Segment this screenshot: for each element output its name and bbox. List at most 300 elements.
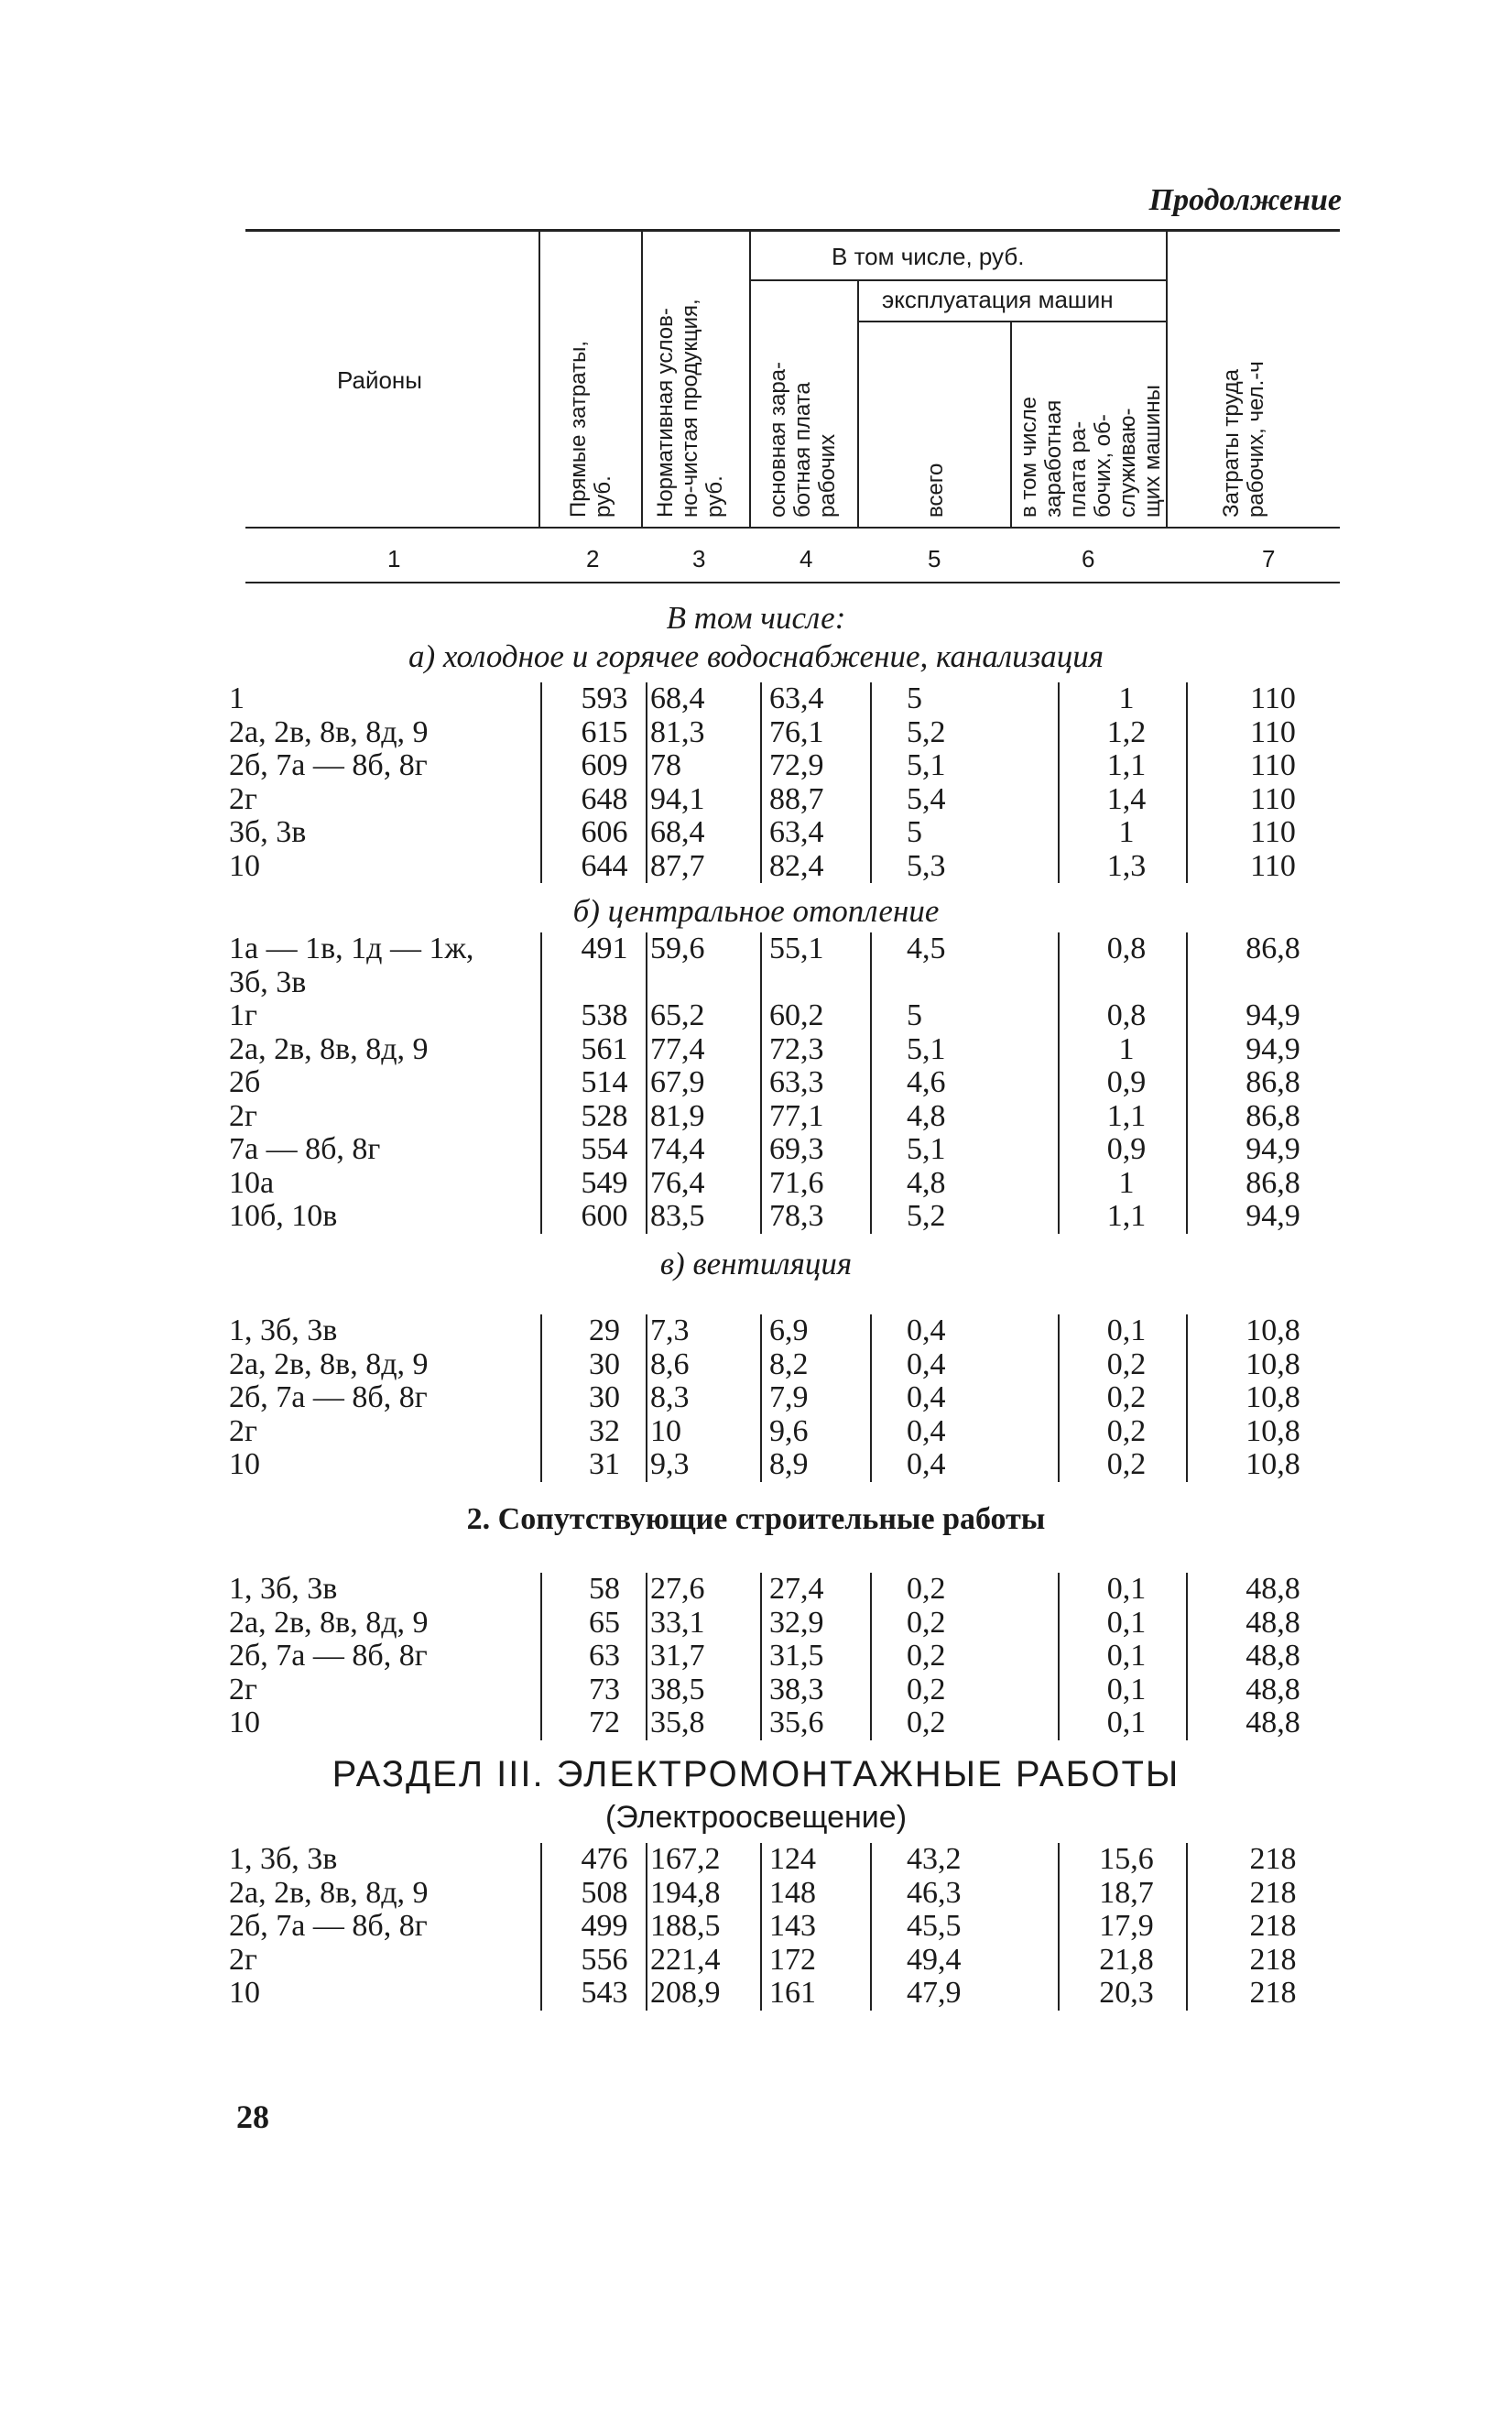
cell-machine-total: 49,4 xyxy=(907,1942,962,1977)
cell-base-wage: 76,1 xyxy=(769,714,824,749)
cell-region: 1, 3б, 3в xyxy=(229,1572,338,1606)
cell-base-wage: 27,4 xyxy=(769,1572,824,1606)
table-row xyxy=(229,1706,1328,1740)
cell-normative-product: 77,4 xyxy=(650,1031,705,1066)
cell-normative-product: 65,2 xyxy=(650,998,705,1032)
table-row xyxy=(229,1640,1328,1673)
cell-normative-product: 67,9 xyxy=(650,1065,705,1099)
column-number: 7 xyxy=(1262,545,1276,572)
cell-base-wage: 55,1 xyxy=(769,932,824,965)
table-row xyxy=(229,1977,1328,2011)
cell-base-wage: 148 xyxy=(769,1875,816,1910)
table-row xyxy=(229,1415,1328,1449)
cell-labor-costs: 110 xyxy=(1250,848,1296,883)
cell-region: 2а, 2в, 8в, 8д, 9 xyxy=(229,1605,429,1640)
cell-machine-wage: 0,1 xyxy=(1106,1314,1147,1347)
column-divider xyxy=(646,932,647,1234)
cell-machine-wage: 18,7 xyxy=(1099,1875,1154,1910)
column-divider xyxy=(760,682,762,883)
column-divider xyxy=(1058,1843,1060,2011)
column-number: 5 xyxy=(928,545,941,572)
cell-direct-costs: 58 xyxy=(589,1572,620,1606)
cell-machine-total: 5 xyxy=(907,815,922,849)
cell-region: 2г xyxy=(229,781,257,816)
cell-normative-product: 87,7 xyxy=(650,848,705,883)
cell-region: 1а — 1в, 1д — 1ж, xyxy=(229,932,474,965)
cell-labor-costs: 10,8 xyxy=(1245,1346,1300,1381)
column-divider xyxy=(1058,1314,1060,1482)
cell-region: 2а, 2в, 8в, 8д, 9 xyxy=(229,1031,429,1066)
cell-base-wage: 8,9 xyxy=(769,1447,809,1481)
cell-machine-wage: 1,1 xyxy=(1106,1098,1147,1133)
cell-normative-product: 81,3 xyxy=(650,714,705,749)
cell-machine-total: 5,1 xyxy=(907,748,946,782)
page-number: 28 xyxy=(236,2099,269,2135)
cell-base-wage: 72,9 xyxy=(769,748,824,782)
column-number: 1 xyxy=(387,545,401,572)
cell-labor-costs: 110 xyxy=(1250,815,1296,849)
cell-machine-wage: 0,9 xyxy=(1106,1065,1147,1099)
header-divider xyxy=(1166,229,1168,527)
cell-normative-product: 8,6 xyxy=(650,1346,690,1381)
continuation-label: Продолжение xyxy=(1148,183,1342,217)
table-block-construction xyxy=(229,1573,1328,1740)
header-normative-product: Нормативная услов- но-чистая продукция, руб. xyxy=(653,299,727,518)
header-total: всего xyxy=(923,463,948,518)
cell-machine-wage: 0,1 xyxy=(1106,1706,1147,1739)
cell-direct-costs: 30 xyxy=(589,1346,620,1381)
cell-labor-costs: 48,8 xyxy=(1245,1572,1300,1606)
section-title: а) холодное и горячее водоснабжение, канализация xyxy=(408,638,1104,674)
cell-direct-costs: 72 xyxy=(589,1706,620,1739)
cell-region: 2а, 2в, 8в, 8д, 9 xyxy=(229,1875,429,1910)
cell-machine-total: 45,5 xyxy=(907,1909,962,1943)
column-divider xyxy=(1058,682,1060,883)
cell-labor-costs: 218 xyxy=(1249,1909,1297,1943)
cell-normative-product: 8,3 xyxy=(650,1380,690,1414)
cell-machine-total: 46,3 xyxy=(907,1875,962,1910)
table-row xyxy=(229,1607,1328,1641)
header-divider xyxy=(538,229,540,527)
cell-machine-wage: 0,1 xyxy=(1106,1672,1147,1706)
header-regions: Районы xyxy=(337,366,422,394)
cell-normative-product: 38,5 xyxy=(650,1672,705,1706)
column-divider xyxy=(1186,932,1188,1234)
cell-base-wage: 78,3 xyxy=(769,1199,824,1233)
table-block-electrical xyxy=(229,1843,1328,2011)
cell-labor-costs: 86,8 xyxy=(1245,1098,1300,1133)
header-group-rule xyxy=(749,279,1166,281)
cell-direct-costs: 644 xyxy=(581,848,628,883)
cell-labor-costs: 10,8 xyxy=(1245,1380,1300,1414)
cell-labor-costs: 86,8 xyxy=(1245,932,1300,965)
cell-base-wage: 63,3 xyxy=(769,1065,824,1099)
cell-direct-costs: 476 xyxy=(581,1842,628,1876)
cell-labor-costs: 48,8 xyxy=(1245,1706,1300,1739)
cell-labor-costs: 48,8 xyxy=(1245,1639,1300,1673)
column-divider xyxy=(870,1573,872,1740)
cell-region: 10а xyxy=(229,1165,275,1200)
cell-machine-wage: 21,8 xyxy=(1099,1942,1154,1977)
cell-labor-costs: 110 xyxy=(1250,681,1296,715)
cell-machine-total: 5,4 xyxy=(907,781,946,816)
cell-direct-costs: 29 xyxy=(589,1314,620,1347)
cell-machine-total: 4,6 xyxy=(907,1065,946,1099)
cell-normative-product: 31,7 xyxy=(650,1639,705,1673)
cell-labor-costs: 218 xyxy=(1249,1875,1297,1910)
cell-direct-costs: 508 xyxy=(581,1875,628,1910)
cell-base-wage: 7,9 xyxy=(769,1380,809,1414)
column-divider xyxy=(1186,1314,1188,1482)
cell-region: 2б xyxy=(229,1065,261,1099)
column-divider xyxy=(1058,1573,1060,1740)
cell-labor-costs: 94,9 xyxy=(1245,1132,1300,1166)
cell-labor-costs: 218 xyxy=(1249,1942,1297,1977)
column-divider xyxy=(870,932,872,1234)
cell-direct-costs: 606 xyxy=(581,815,628,849)
cell-region: 1, 3б, 3в xyxy=(229,1314,338,1347)
table-row xyxy=(229,1573,1328,1607)
cell-direct-costs: 615 xyxy=(581,714,628,749)
column-divider xyxy=(760,1573,762,1740)
cell-base-wage: 63,4 xyxy=(769,815,824,849)
cell-machine-wage: 17,9 xyxy=(1099,1909,1154,1943)
cell-normative-product: 27,6 xyxy=(650,1572,705,1606)
column-divider xyxy=(1058,932,1060,1234)
column-number: 4 xyxy=(800,545,813,572)
cell-direct-costs: 593 xyxy=(581,681,628,715)
cell-machine-wage: 0,2 xyxy=(1106,1413,1147,1448)
cell-normative-product: 78 xyxy=(650,748,681,782)
cell-machine-total: 0,2 xyxy=(907,1639,946,1673)
cell-direct-costs: 543 xyxy=(581,1976,628,2010)
cell-normative-product: 7,3 xyxy=(650,1314,690,1347)
table-row xyxy=(229,1348,1328,1382)
cell-machine-total: 5,2 xyxy=(907,1199,946,1233)
cell-normative-product: 68,4 xyxy=(650,681,705,715)
table-row xyxy=(229,682,1328,716)
section-title: 2. Сопутствующие строительные работы xyxy=(466,1502,1046,1536)
cell-labor-costs: 48,8 xyxy=(1245,1672,1300,1706)
cell-direct-costs: 528 xyxy=(581,1098,628,1133)
cell-machine-total: 0,4 xyxy=(907,1447,946,1481)
cell-base-wage: 143 xyxy=(769,1909,816,1943)
cell-machine-wage: 0,8 xyxy=(1106,932,1147,965)
cell-region: 2а, 2в, 8в, 8д, 9 xyxy=(229,1346,429,1381)
cell-region: 7а — 8б, 8г xyxy=(229,1132,381,1166)
cell-labor-costs: 94,9 xyxy=(1245,998,1300,1032)
cell-machine-total: 0,4 xyxy=(907,1380,946,1414)
cell-region: 2а, 2в, 8в, 8д, 9 xyxy=(229,714,429,749)
section-subtitle: (Электроосвещение) xyxy=(604,1800,908,1835)
header-mid-rule xyxy=(245,527,1340,529)
cell-machine-wage: 20,3 xyxy=(1099,1976,1154,2010)
cell-machine-total: 5 xyxy=(907,681,922,715)
cell-base-wage: 69,3 xyxy=(769,1132,824,1166)
cell-region: 10б, 10в xyxy=(229,1199,338,1233)
cell-base-wage: 63,4 xyxy=(769,681,824,715)
cell-machine-wage: 0,8 xyxy=(1106,998,1147,1032)
header-machine-wage: в том числе заработная плата ра- бочих, об- служиваю- щих машины xyxy=(1017,385,1165,518)
cell-region: 1г xyxy=(229,998,257,1032)
table-row xyxy=(229,1167,1328,1201)
cell-labor-costs: 110 xyxy=(1250,714,1296,749)
cell-machine-total: 4,5 xyxy=(907,932,946,965)
column-divider xyxy=(540,1843,542,2011)
cell-normative-product: 59,6 xyxy=(650,932,705,965)
column-divider xyxy=(760,1314,762,1482)
cell-base-wage: 82,4 xyxy=(769,848,824,883)
column-divider xyxy=(1186,682,1188,883)
header-direct-costs: Прямые затраты, руб. xyxy=(566,341,615,518)
cell-machine-total: 5 xyxy=(907,998,922,1032)
cell-base-wage: 9,6 xyxy=(769,1413,809,1448)
cell-direct-costs: 73 xyxy=(589,1672,620,1706)
cell-machine-wage: 0,1 xyxy=(1106,1572,1147,1606)
cell-direct-costs: 514 xyxy=(581,1065,628,1099)
cell-machine-total: 0,2 xyxy=(907,1605,946,1640)
cell-base-wage: 124 xyxy=(769,1842,816,1876)
cell-labor-costs: 86,8 xyxy=(1245,1065,1300,1099)
cell-machine-wage: 0,1 xyxy=(1106,1639,1147,1673)
cell-normative-product: 35,8 xyxy=(650,1706,705,1739)
cell-machine-total: 5,1 xyxy=(907,1132,946,1166)
header-divider xyxy=(749,229,751,527)
table-row xyxy=(229,1944,1328,1978)
table-row xyxy=(229,1673,1328,1707)
cell-normative-product: 167,2 xyxy=(650,1842,721,1876)
cell-machine-total: 0,4 xyxy=(907,1314,946,1347)
cell-machine-total: 0,4 xyxy=(907,1413,946,1448)
cell-region: 10 xyxy=(229,1447,260,1481)
cell-region: 10 xyxy=(229,848,260,883)
cell-direct-costs: 30 xyxy=(589,1380,620,1414)
section-title: РАЗДЕЛ III. ЭЛЕКТРОМОНТАЖНЫЕ РАБОТЫ xyxy=(332,1754,1180,1794)
header-machine-operation: эксплуатация машин xyxy=(882,286,1114,313)
cell-region: 2б, 7а — 8б, 8г xyxy=(229,1909,428,1943)
cell-region: 2б, 7а — 8б, 8г xyxy=(229,748,428,782)
section-title: в) вентиляция xyxy=(659,1246,853,1281)
cell-normative-product: 74,4 xyxy=(650,1132,705,1166)
cell-base-wage: 88,7 xyxy=(769,781,824,816)
column-divider xyxy=(870,1843,872,2011)
cell-direct-costs: 561 xyxy=(581,1031,628,1066)
header-group-rule xyxy=(857,321,1166,322)
cell-labor-costs: 48,8 xyxy=(1245,1605,1300,1640)
cell-machine-total: 0,2 xyxy=(907,1572,946,1606)
cell-base-wage: 32,9 xyxy=(769,1605,824,1640)
cell-direct-costs: 31 xyxy=(589,1447,620,1481)
table-row xyxy=(229,1033,1328,1067)
table-row xyxy=(229,1200,1328,1234)
cell-base-wage: 72,3 xyxy=(769,1031,824,1066)
cell-labor-costs: 218 xyxy=(1249,1842,1297,1876)
cell-machine-total: 5,2 xyxy=(907,714,946,749)
cell-base-wage: 6,9 xyxy=(769,1314,809,1347)
header-bottom-rule xyxy=(245,582,1340,583)
cell-machine-wage: 0,2 xyxy=(1106,1346,1147,1381)
cell-machine-wage: 15,6 xyxy=(1099,1842,1154,1876)
cell-machine-total: 5,3 xyxy=(907,848,946,883)
cell-labor-costs: 10,8 xyxy=(1245,1413,1300,1448)
cell-labor-costs: 10,8 xyxy=(1245,1447,1300,1481)
cell-machine-total: 4,8 xyxy=(907,1098,946,1133)
cell-direct-costs: 499 xyxy=(581,1909,628,1943)
cell-normative-product: 33,1 xyxy=(650,1605,705,1640)
table-row xyxy=(229,783,1328,817)
cell-direct-costs: 538 xyxy=(581,998,628,1032)
cell-direct-costs: 549 xyxy=(581,1165,628,1200)
cell-labor-costs: 94,9 xyxy=(1245,1199,1300,1233)
cell-normative-product: 188,5 xyxy=(650,1909,721,1943)
cell-region: 1 xyxy=(229,681,245,715)
cell-direct-costs: 491 xyxy=(581,932,628,965)
section-title: б) центральное отопление xyxy=(572,893,940,929)
cell-base-wage: 38,3 xyxy=(769,1672,824,1706)
column-divider xyxy=(646,1314,647,1482)
cell-normative-product: 10 xyxy=(650,1413,681,1448)
table-row xyxy=(229,1381,1328,1415)
table-row xyxy=(229,932,1328,966)
cell-machine-wage: 0,1 xyxy=(1106,1605,1147,1640)
cell-base-wage: 60,2 xyxy=(769,998,824,1032)
cell-machine-wage: 1,1 xyxy=(1106,1199,1147,1233)
header-top-rule xyxy=(245,229,1340,232)
cell-labor-costs: 94,9 xyxy=(1245,1031,1300,1066)
cell-region: 10 xyxy=(229,1706,260,1739)
cell-machine-total: 47,9 xyxy=(907,1976,962,2010)
table-block-water xyxy=(229,682,1328,883)
cell-base-wage: 71,6 xyxy=(769,1165,824,1200)
column-divider xyxy=(540,1573,542,1740)
column-divider xyxy=(870,1314,872,1482)
table-row xyxy=(229,999,1328,1033)
cell-normative-product: 9,3 xyxy=(650,1447,690,1481)
column-number: 3 xyxy=(692,545,706,572)
cell-machine-wage: 1,1 xyxy=(1106,748,1147,782)
cell-region: 2г xyxy=(229,1413,257,1448)
column-divider xyxy=(870,682,872,883)
cell-base-wage: 77,1 xyxy=(769,1098,824,1133)
cell-machine-wage: 1 xyxy=(1118,681,1135,715)
cell-region: 10 xyxy=(229,1976,260,2010)
cell-labor-costs: 110 xyxy=(1250,781,1296,816)
header-base-wage: основная зара- ботная плата рабочих xyxy=(766,361,840,518)
cell-machine-total: 0,2 xyxy=(907,1672,946,1706)
cell-machine-wage: 1,3 xyxy=(1106,848,1147,883)
table-row xyxy=(229,966,1328,1000)
column-number: 2 xyxy=(586,545,600,572)
cell-direct-costs: 63 xyxy=(589,1639,620,1673)
cell-region: 2г xyxy=(229,1672,257,1706)
column-divider xyxy=(1186,1843,1188,2011)
cell-machine-wage: 1,2 xyxy=(1106,714,1147,749)
table-row xyxy=(229,1133,1328,1167)
table-row xyxy=(229,716,1328,750)
cell-direct-costs: 554 xyxy=(581,1132,628,1166)
cell-normative-product: 194,8 xyxy=(650,1875,721,1910)
cell-normative-product: 221,4 xyxy=(650,1942,721,1977)
table-row xyxy=(229,1066,1328,1100)
cell-machine-total: 4,8 xyxy=(907,1165,946,1200)
cell-region: 2г xyxy=(229,1942,257,1977)
cell-region: 3б, 3в xyxy=(229,815,307,849)
cell-normative-product: 81,9 xyxy=(650,1098,705,1133)
header-divider xyxy=(1010,321,1012,527)
cell-base-wage: 172 xyxy=(769,1942,816,1977)
table-row xyxy=(229,1877,1328,1911)
table-row xyxy=(229,1910,1328,1944)
cell-region: 3б, 3в xyxy=(229,965,307,999)
table-row xyxy=(229,1314,1328,1348)
cell-machine-wage: 0,9 xyxy=(1106,1132,1147,1166)
cell-region: 2г xyxy=(229,1098,257,1133)
header-labor-costs: Затраты труда рабочих, чел.-ч xyxy=(1219,361,1268,518)
cell-labor-costs: 218 xyxy=(1249,1976,1297,2010)
column-divider xyxy=(760,1843,762,2011)
column-divider xyxy=(540,1314,542,1482)
table-row xyxy=(229,1448,1328,1482)
column-divider xyxy=(540,682,542,883)
cell-machine-wage: 0,2 xyxy=(1106,1380,1147,1414)
column-divider xyxy=(760,932,762,1234)
table-row xyxy=(229,1843,1328,1877)
cell-machine-total: 0,4 xyxy=(907,1346,946,1381)
cell-direct-costs: 648 xyxy=(581,781,628,816)
column-divider xyxy=(646,1573,647,1740)
cell-machine-total: 0,2 xyxy=(907,1706,946,1739)
header-divider xyxy=(641,229,643,527)
cell-direct-costs: 65 xyxy=(589,1605,620,1640)
table-header xyxy=(245,229,1344,582)
cell-direct-costs: 32 xyxy=(589,1413,620,1448)
cell-normative-product: 83,5 xyxy=(650,1199,705,1233)
table-block-ventilation xyxy=(229,1314,1328,1482)
cell-labor-costs: 86,8 xyxy=(1245,1165,1300,1200)
cell-normative-product: 76,4 xyxy=(650,1165,705,1200)
column-divider xyxy=(540,932,542,1234)
column-divider xyxy=(646,682,647,883)
cell-labor-costs: 110 xyxy=(1250,748,1296,782)
cell-machine-total: 5,1 xyxy=(907,1031,946,1066)
cell-normative-product: 94,1 xyxy=(650,781,705,816)
cell-region: 2б, 7а — 8б, 8г xyxy=(229,1380,428,1414)
cell-direct-costs: 609 xyxy=(581,748,628,782)
table-row xyxy=(229,749,1328,783)
cell-base-wage: 35,6 xyxy=(769,1706,824,1739)
cell-machine-total: 43,2 xyxy=(907,1842,962,1876)
cell-machine-wage: 1 xyxy=(1118,1031,1135,1066)
column-divider xyxy=(1186,1573,1188,1740)
cell-normative-product: 208,9 xyxy=(650,1976,721,2010)
header-divider xyxy=(857,279,859,527)
column-divider xyxy=(646,1843,647,2011)
cell-region: 1, 3б, 3в xyxy=(229,1842,338,1876)
cell-base-wage: 31,5 xyxy=(769,1639,824,1673)
cell-machine-wage: 1 xyxy=(1118,1165,1135,1200)
cell-base-wage: 8,2 xyxy=(769,1346,809,1381)
table-row xyxy=(229,850,1328,884)
table-block-heating xyxy=(229,932,1328,1234)
cell-base-wage: 161 xyxy=(769,1976,816,2010)
table-row xyxy=(229,816,1328,850)
cell-machine-wage: 0,2 xyxy=(1106,1447,1147,1481)
header-including: В том числе, руб. xyxy=(832,243,1025,270)
cell-labor-costs: 10,8 xyxy=(1245,1314,1300,1347)
cell-region: 2б, 7а — 8б, 8г xyxy=(229,1639,428,1673)
section-title: В том числе: xyxy=(666,600,846,636)
table-row xyxy=(229,1100,1328,1134)
